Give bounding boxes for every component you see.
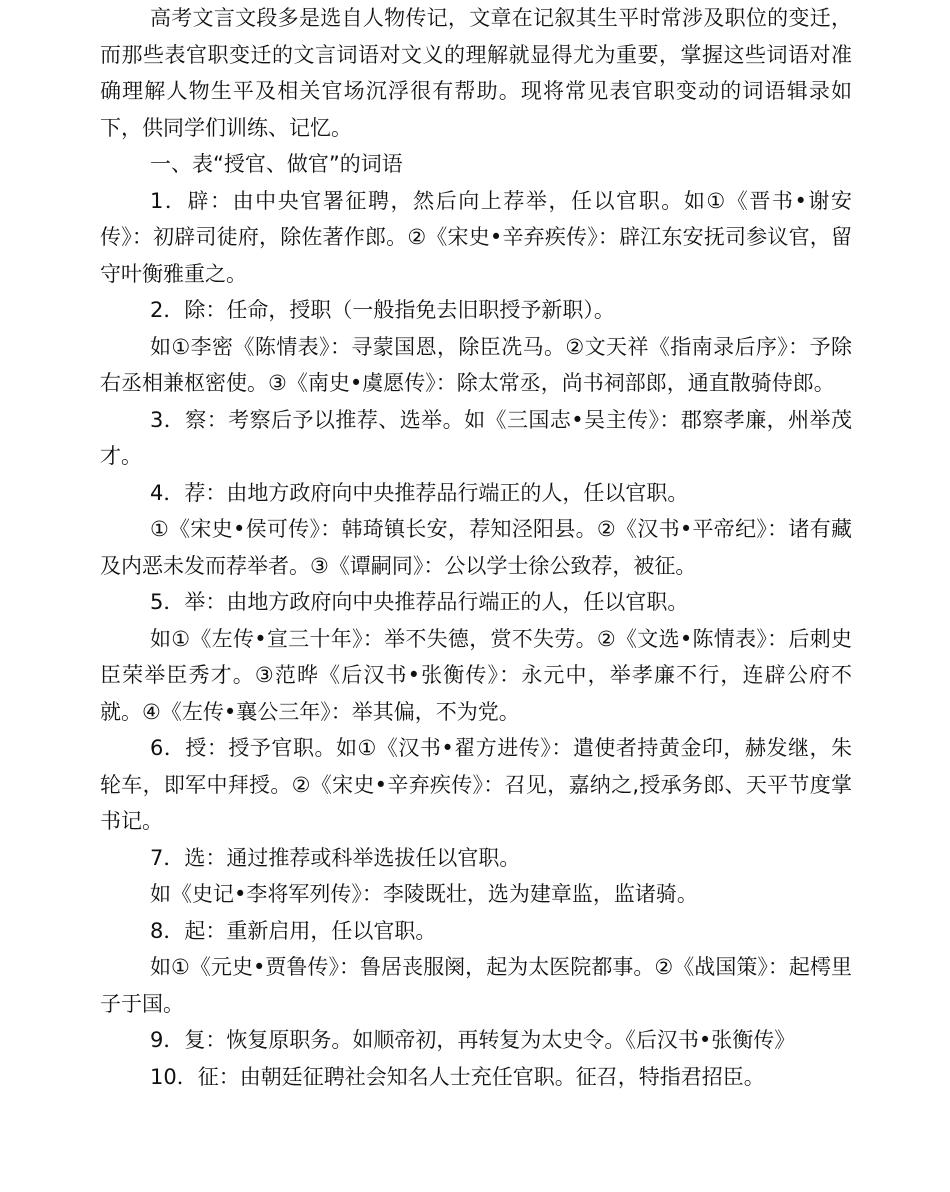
item-4-examples: ①《宋史•侯可传》：韩琦镇长安，荐知泾阳县。②《汉书•平帝纪》：诸有藏及内恶未发而荐举者。③《谭嗣同》：公以学士徐公致荐，被征。: [100, 517, 852, 578]
item-1-definition: 1．辟：由中央官署征聘，然后向上荐举，任以官职。如①《晋书•谢安传》：初辟司徒府，除佐著作郎。②《宋史•辛弃疾传》：辟江东安抚司参议官，留守叶衡雅重之。: [100, 188, 852, 286]
intro-paragraph: 高考文言文段多是选自人物传记，文章在记叙其生平时常涉及职位的变迁，而那些表官职变迁的文言词语对文义的理解就显得尤为重要，掌握这些词语对准确理解人物生平及相关官场沉浮很有帮助。现将常见表官职变动的词语辑录如下，供同学们训练、记忆。: [100, 6, 852, 140]
item-2-examples: 如①李密《陈情表》：寻蒙国恩，除臣冼马。②文天祥《指南录后序》：予除右丞相兼枢密使。③《南史•虞愿传》：除太常丞，尚书祠部郎，通直散骑侍郎。: [100, 334, 852, 395]
item-3-definition: 3．察：考察后予以推荐、选举。如《三国志•吴主传》：郡察孝廉，州举茂才。: [100, 407, 852, 468]
item-8-definition: 8．起：重新启用，任以官职。: [150, 918, 437, 943]
item-5-examples: 如①《左传•宣三十年》：举不失德，赏不失劳。②《文选•陈情表》：后刺史臣荣举臣秀才。③范晔《后汉书•张衡传》：永元中，举孝廉不行，连辟公府不就。④《左传•襄公三年》：举其偏，不为党。: [100, 626, 852, 724]
item-9-definition: 9．复：恢复原职务。如顺帝初，再转复为太史令。《后汉书•张衡传》: [150, 1028, 796, 1052]
item-8-examples: 如①《元史•贾鲁传》：鲁居丧服阕，起为太医院都事。②《战国策》：起樗里子于国。: [100, 955, 852, 1016]
item-2-definition: 2．除：任命，授职（一般指免去旧职授予新职）。: [150, 298, 615, 322]
item-4-definition: 4．荐：由地方政府向中央推荐品行端正的人，任以官职。: [150, 480, 689, 505]
section-heading: 一、表“授官、做官”的词语: [150, 152, 403, 176]
document-page: [100, 0, 852, 1095]
item-10-definition: 10．征：由朝廷征聘社会知名人士充任官职。征召，特指君招臣。: [150, 1064, 765, 1089]
item-6-definition: 6．授：授予官职。如①《汉书•翟方进传》：遣使者持黄金印，赫发继，朱轮车，即军中拜授。②《宋史•辛弃疾传》：召见，嘉纳之,授承务郎、天平节度掌书记。: [100, 736, 852, 833]
item-5-definition: 5．举：由地方政府向中央推荐品行端正的人，任以官职。: [150, 590, 689, 614]
item-7-definition: 7．选：通过推荐或科举选拔任以官职。: [150, 845, 521, 870]
item-7-examples: 如《史记•李将军列传》：李陵既壮，选为建章监，监诸骑。: [150, 882, 698, 906]
